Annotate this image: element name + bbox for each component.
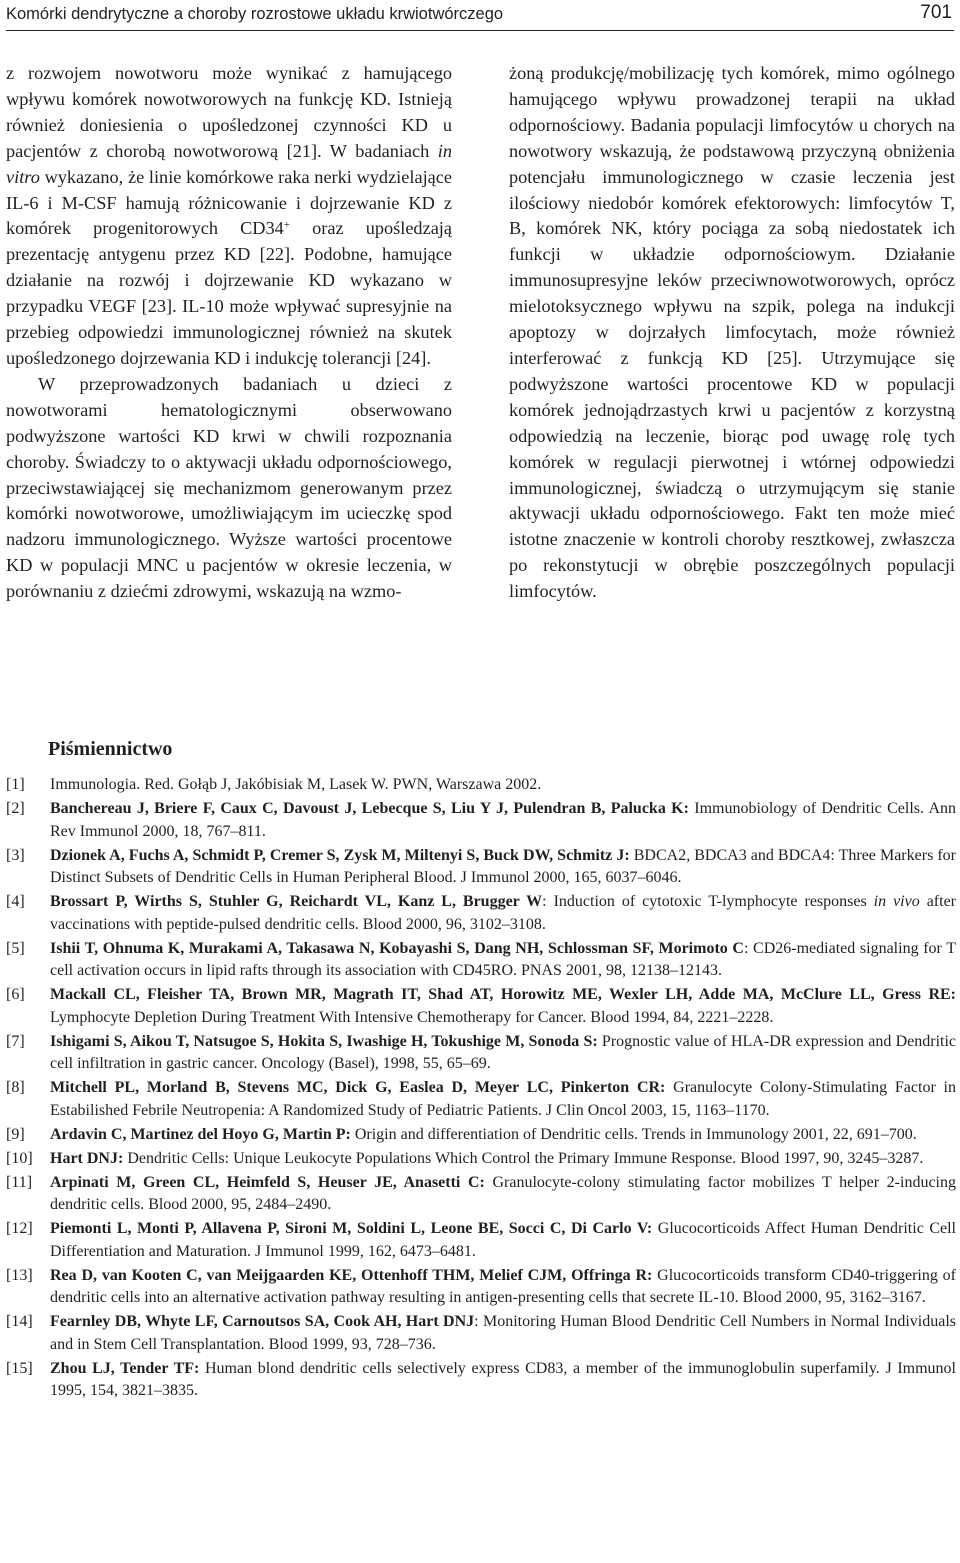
reference-body: [50, 1265, 956, 1310]
reference-item: [6, 938, 956, 983]
reference-text: BDCA2, BDCA3 and BDCA4: Three Markers for Distinct Subsets of Dendritic Cells in Human Peripheral Blood. J Immunol 2000, 165, 6037–6046.: [50, 846, 957, 886]
reference-number: [12]: [6, 1220, 33, 1238]
reference-authors: Ardavin C, Martinez del Hoyo G, Martin P:: [50, 1125, 351, 1143]
references-list: [6, 774, 956, 1404]
text-run: wykazano, że linie komórkowe raka nerki wydzielające IL-6 i M-CSF hamują różnicowanie i dojrzewanie KD z komórek progenitorowych CD34: [6, 166, 452, 239]
reference-body: [50, 1031, 956, 1076]
reference-text: Glucocorticoids transform CD40-triggering of dendritic cells into an alternative activation pathway resulting in antigen-presenting cells that secrete IL-10. Blood 2000, 95, 3162–3167.: [50, 1266, 957, 1307]
reference-authors: Ishii T, Ohnuma K, Murakami A, Takasawa N, Kobayashi S, Dang NH, Schlossman SF, Morimoto C: [50, 939, 744, 957]
reference-authors: Zhou LJ, Tender TF:: [50, 1359, 200, 1377]
reference-text: Lymphocyte Depletion During Treatment With Intensive Chemotherapy for Cancer. Blood 1994, 84, 2221–2228.: [50, 1008, 774, 1026]
reference-item: [6, 798, 956, 843]
superscript: +: [283, 219, 291, 232]
left-column: [6, 61, 452, 605]
reference-body: [50, 1218, 956, 1263]
reference-number: [4]: [6, 893, 25, 911]
reference-body: [50, 845, 956, 890]
reference-number: [5]: [6, 939, 25, 957]
reference-text: : Monitoring Human Blood Dendritic Cell Numbers in Normal Individuals and in Stem Cell Transplantation. Blood 1999, 93, 728–736.: [50, 1313, 957, 1353]
reference-body: [50, 774, 956, 796]
reference-item: [6, 891, 956, 936]
right-paragraph-1: żoną produkcję/mobilizację tych komórek, mimo ogólnego hamującego wpływu prowadzonej terapii na układ odpornościowy. Badania populacji limfocytów u chorych na nowotwory wskazują, że podstawową przyczyną obniżenia potencjału immunologicznego w czasie leczenia jest ilościowy niedobór komórek efektorowych: limfocytów T, B, komórek NK, który pociąga za sobą niedostatek ich funkcji w układzie odpornościowym. Działanie immunosupresyjne leków przeciwnowotworowych, oprócz mielotoksycznego wpływu na szpik, polega na indukcji apoptozy w dojrzałych limfocytach, może również interferować z funkcją KD [25]. Utrzymujące się podwyższone wartości procentowe KD w populacji komórek jednojądrzastych krwi u pacjentów z korzystną odpowiedzią na leczenie, biorąc pod uwagę rolę tych komórek w regulacji pierwotnej i wtórnej odpowiedzi immunologicznej, świadczą o utrzymującym się stanie aktywacji układu odpornościowego. Fakt ten może mieć istotne znaczenie w kontroli choroby resztkowej, zwłaszcza po rekonstytucji w obrębie poszczególnych populacji limfocytów.: [509, 63, 955, 602]
reference-item: [6, 1358, 956, 1403]
reference-body: [50, 1358, 956, 1403]
reference-authors: Hart DNJ:: [50, 1149, 124, 1167]
reference-number: [3]: [6, 846, 25, 864]
reference-text: Glucocorticoids Affect Human Dendritic Cell Differentiation and Maturation. J Immunol 1999, 162, 6473–6481.: [50, 1220, 956, 1260]
running-header: [6, 0, 954, 31]
reference-text: : CD26-mediated signaling for T cell activation occurs in lipid rafts through its association with CD45RO. PNAS 2001, 98, 12138–12143.: [50, 939, 956, 979]
reference-item: [6, 984, 956, 1029]
reference-authors: Mackall CL, Fleisher TA, Brown MR, Magrath IT, Shad AT, Horowitz ME, Wexler LH, Adde MA, McClure LL, Gress RE:: [50, 986, 956, 1004]
reference-body: [50, 1172, 956, 1217]
left-paragraph-1: [6, 61, 452, 372]
reference-item: [6, 1172, 956, 1217]
reference-item: [6, 774, 956, 796]
reference-text: Granulocyte-colony stimulating factor mobilizes T helper 2-inducing dendritic cells. Blood 2000, 95, 2484–2490.: [50, 1173, 956, 1214]
reference-number: [8]: [6, 1079, 25, 1097]
italic-text: in vivo: [873, 893, 920, 911]
reference-number: [10]: [6, 1149, 33, 1167]
reference-item: [6, 1077, 956, 1122]
reference-body: [50, 984, 956, 1029]
reference-authors: Rea D, van Kooten C, van Meijgaarden KE, Ottenhoff THM, Melief CJM, Offringa R:: [50, 1266, 653, 1284]
right-column: [509, 61, 955, 605]
references-heading: Piśmiennictwo: [48, 738, 173, 760]
text-run: oraz upośledzają prezentację antygenu przez KD [22]. Podobne, hamujące działanie na rozwój i dojrzewanie KD wykazano w przypadku VEGF [23]. IL-10 może wpływać supresyjnie na przebieg odpowiedzi immunologicznej również na skutek upośledzonego dojrzewania KD i indukcję tolerancji [24].: [6, 218, 452, 368]
reference-text: Granulocyte Colony-Stimulating Factor in Estabilished Febrile Neutropenia: A Randomized Study of Pediatric Patients. J Clin Oncol 2003, 15, 1163–1170.: [50, 1079, 957, 1119]
page-number: 701: [920, 2, 952, 23]
reference-authors: Mitchell PL, Morland B, Stevens MC, Dick G, Easlea D, Meyer LC, Pinkerton CR:: [50, 1079, 666, 1097]
italic-text: in vitro: [6, 140, 452, 187]
reference-number: [9]: [6, 1125, 25, 1143]
reference-number: [11]: [6, 1173, 33, 1191]
reference-text: Immunologia. Red. Gołąb J, Jakóbisiak M, Lasek W. PWN, Warszawa 2002.: [50, 776, 542, 793]
reference-number: [7]: [6, 1032, 25, 1050]
reference-item: [6, 1218, 956, 1263]
reference-authors: Brossart P, Wirths S, Stuhler G, Reichardt VL, Kanz L, Brugger W: [50, 893, 543, 911]
reference-body: [50, 1148, 956, 1170]
reference-number: [13]: [6, 1266, 33, 1284]
reference-body: [50, 1124, 956, 1146]
reference-body: [50, 798, 956, 843]
reference-body: [50, 1077, 956, 1122]
reference-body: [50, 938, 956, 983]
reference-authors: Dzionek A, Fuchs A, Schmidt P, Cremer S, Zysk M, Miltenyi S, Buck DW, Schmitz J:: [50, 846, 630, 864]
reference-item: [6, 1265, 956, 1310]
reference-text: Dendritic Cells: Unique Leukocyte Populations Which Control the Primary Immune Response. Blood 1997, 90, 3245–3287.: [123, 1149, 924, 1167]
reference-body: [50, 1311, 956, 1356]
reference-item: [6, 1031, 956, 1076]
left-paragraph-2: W przeprowadzonych badaniach u dzieci z nowotworami hematologicznymi obserwowano podwyższone wartości KD krwi w chwili rozpoznania choroby. Świadczy to o aktywacji układu odpornościowego, przeciwstawiającej się mechanizmom generowanym przez komórki nowotworowe, umożliwiającym im ucieczkę spod nadzoru immunologicznego. Wyższe wartości procentowe KD w populacji MNC u pacjentów w okresie leczenia, w porównaniu z dziećmi zdrowymi, wskazują na wzmo-: [6, 373, 452, 602]
reference-item: [6, 1148, 956, 1170]
reference-text: Immunobiology of Dendritic Cells. Ann Rev Immunol 2000, 18, 767–811.: [50, 800, 957, 840]
reference-number: [15]: [6, 1359, 33, 1377]
reference-authors: Fearnley DB, Whyte LF, Carnoutsos SA, Cook AH, Hart DNJ: [50, 1313, 475, 1331]
reference-authors: Arpinati M, Green CL, Heimfeld S, Heuser JE, Anasetti C:: [50, 1173, 485, 1191]
reference-text: Origin and differentiation of Dendritic cells. Trends in Immunology 2001, 22, 691–700.: [350, 1125, 917, 1143]
reference-authors: Piemonti L, Monti P, Allavena P, Sironi M, Soldini L, Leone BE, Socci C, Di Carlo V:: [50, 1220, 653, 1238]
reference-text: : Induction of cytotoxic T-lymphocyte responses: [542, 893, 874, 911]
reference-authors: Ishigami S, Aikou T, Natsugoe S, Hokita S, Iwashige H, Tokushige M, Sonoda S:: [50, 1032, 598, 1050]
reference-text: Prognostic value of HLA-DR expression and Dendritic cell infiltration in gastric cancer. Oncology (Basel), 1998, 55, 65–69.: [50, 1032, 957, 1072]
reference-item: [6, 1311, 956, 1356]
reference-item: [6, 845, 956, 890]
reference-number: [6]: [6, 986, 25, 1004]
reference-number: [1]: [6, 776, 25, 793]
reference-text: Human blond dendritic cells selectively express CD83, a member of the immunoglobulin superfamily. J Immunol 1995, 154, 3821–3835.: [50, 1359, 956, 1400]
reference-item: [6, 1124, 956, 1146]
reference-number: [14]: [6, 1313, 33, 1331]
reference-text: after vaccinations with peptide-pulsed dendritic cells. Blood 2000, 96, 3102–3108.: [50, 893, 956, 933]
header-title: Komórki dendrytyczne a choroby rozrostowe układu krwiotwórczego: [6, 5, 504, 23]
reference-authors: Banchereau J, Briere F, Caux C, Davoust J, Lebecque S, Liu Y J, Pulendran B, Palucka K:: [50, 800, 689, 818]
text-run: z rozwojem nowotworu może wynikać z hamującego wpływu komórek nowotworowych na funkcję KD. Istnieją również doniesienia o upośledzonej czynności KD u pacjentów z chorobą nowotworową [21]. W badaniach: [6, 63, 452, 161]
reference-number: [2]: [6, 800, 25, 818]
reference-body: [50, 891, 956, 936]
